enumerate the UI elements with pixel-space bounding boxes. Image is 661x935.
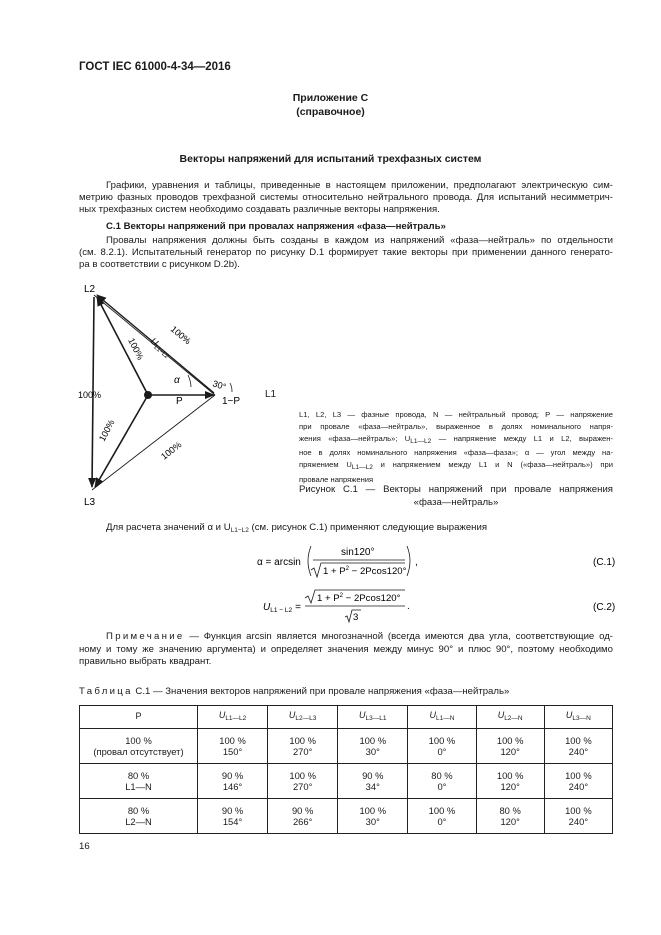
cell-line: 100 % — [359, 804, 387, 816]
cell-line: 100 % — [565, 769, 592, 781]
table-header-row — [80, 706, 613, 729]
document-header: ГОСТ IEC 61000-4-34—2016 — [79, 61, 231, 73]
note — [79, 631, 613, 669]
subsection-paragraph — [79, 235, 613, 272]
table-cell — [80, 799, 198, 834]
cell-line: 90 % — [221, 804, 244, 816]
cell-line: 100 % — [359, 734, 387, 746]
cell-line: 0° — [437, 746, 447, 757]
table-caption — [79, 686, 509, 697]
table-header-cell — [476, 706, 544, 729]
table-cell — [268, 729, 338, 764]
table-cell — [268, 799, 338, 834]
cell-line: 120° — [500, 781, 520, 792]
label-l1: L1 — [265, 389, 277, 400]
cell-line: 100 % — [428, 734, 456, 746]
figure-caption — [299, 484, 613, 509]
cell-line: 80 % — [127, 804, 150, 816]
note-line: правильно выбрать квадрант. — [79, 656, 212, 668]
num-part: 1 + P — [317, 593, 340, 604]
legend-fragment: пряжением U — [299, 460, 352, 470]
cell-line: 240° — [568, 746, 589, 757]
cell-line: 30° — [365, 816, 380, 827]
table-cell — [338, 729, 408, 764]
cell-line: 0° — [437, 781, 447, 792]
legend-line — [299, 433, 613, 448]
table-header-cell — [408, 706, 476, 729]
header-main: U — [565, 709, 573, 720]
cell-line: 34° — [365, 781, 380, 792]
u-symbol: U — [148, 335, 161, 348]
header-sub: L3—L1 — [365, 714, 387, 722]
table-cell — [408, 764, 476, 799]
header-main: U — [288, 709, 296, 720]
table-row — [80, 799, 613, 834]
table-header-cell — [268, 706, 338, 729]
sub-line: (см. 8.2.1). Испытательный генератор по рисунку D.1 формирует такие векторы при применении данного генерато- — [79, 247, 613, 259]
intro-line: Графики, уравнения и таблицы, приведенные в настоящем приложении, предполагают электрическую сим- — [106, 180, 613, 191]
label-l2: L2 — [84, 284, 96, 295]
formula-intro-text: Для расчета значений α и U — [106, 522, 231, 533]
legend-subscript: L1—L2 — [351, 464, 373, 472]
formula1-lhs: α = arcsin — [257, 557, 301, 568]
note-text: — Функция arcsin является многозначной (всегда имеются два угла, соответствующие од- — [184, 631, 613, 642]
header-main: U — [359, 709, 366, 720]
cell-line: 80 % — [127, 769, 150, 781]
cell-line: 270° — [292, 746, 313, 757]
cell-line: 100 % — [289, 734, 316, 746]
table-caption-label: Таблица — [79, 686, 133, 697]
table-cell — [80, 764, 198, 799]
cell-line: 240° — [568, 781, 589, 792]
angle-30-arc — [230, 383, 232, 392]
label-alpha: α — [174, 375, 180, 386]
table-header-cell — [544, 706, 612, 729]
header-main: P — [135, 711, 142, 722]
formula2-lhs — [263, 602, 301, 614]
cell-line: 90 % — [221, 769, 244, 781]
label-pct-p-l3: 100% — [96, 417, 117, 443]
u-subscript: L1 − L2 — [270, 607, 293, 614]
cell-line: 100 % — [565, 734, 592, 746]
num-part: − 2Pcos120° — [343, 593, 401, 604]
header-sub: L1—N — [435, 714, 455, 722]
cell-line: 266° — [292, 816, 313, 827]
table-cell — [198, 799, 268, 834]
annex-type: (справочное) — [296, 106, 365, 118]
caption-line: «фаза—нейтраль» — [413, 496, 499, 508]
table-caption-text: С.1 — Значения векторов напряжений при провале напряжения «фаза—нейтраль» — [132, 686, 510, 697]
caption-line: Рисунок С.1 — Векторы напряжений при провале напряжения — [299, 484, 613, 495]
legend-fragment: — напряжение между L1 и L2, выражен- — [431, 433, 614, 443]
formula2-number: (С.2) — [593, 602, 615, 613]
alpha-arc — [188, 375, 191, 387]
legend-subscript: L1—L2 — [410, 437, 432, 445]
header-sub: L3—N — [572, 714, 591, 722]
legend-line: ное в долях номинального напряжения «фаза—фаза»; α — угол между на- — [299, 448, 613, 458]
legend-line — [299, 459, 613, 474]
header-main: U — [497, 709, 505, 720]
table-row — [80, 764, 613, 799]
paren-left — [308, 546, 311, 576]
figure-legend — [299, 409, 613, 486]
cell-line: 100 % — [289, 769, 316, 781]
header-sub: L2—N — [504, 714, 523, 722]
formula-c2 — [255, 587, 615, 629]
cell-line: (провал отсутствует) — [93, 746, 184, 757]
cell-line: 100 % — [219, 734, 246, 746]
table-cell — [476, 764, 544, 799]
paren-right — [407, 546, 410, 576]
cell-line: 146° — [222, 781, 243, 792]
table-cell — [338, 764, 408, 799]
line-l3-l1 — [92, 395, 215, 490]
label-pct-l2-l1: 100% — [168, 323, 193, 347]
formula-intro-text: (см. рисунок С.1) применяют следующие выражения — [248, 522, 488, 533]
table-cell — [80, 729, 198, 764]
legend-line: провале напряжения — [299, 474, 374, 484]
label-1-p: 1−P — [222, 396, 241, 407]
sub-line: Провалы напряжения должны быть созданы в каждом из напряжений «фаза—нейтраль» по отдельности — [106, 235, 613, 246]
label-pct-left: 100% — [78, 390, 102, 400]
table-header-cell — [198, 706, 268, 729]
table-cell — [544, 729, 612, 764]
cell-line: 100 % — [125, 734, 152, 746]
subsection-heading: С.1 Векторы напряжений при провалах напряжения «фаза—нейтраль» — [106, 221, 446, 232]
cell-line: 240° — [568, 816, 589, 827]
label-pct-l3-l1: 100% — [159, 439, 184, 462]
cell-line: 0° — [437, 816, 447, 827]
label-pct-l2-p: 100% — [126, 336, 146, 362]
table-cell — [476, 729, 544, 764]
formula-c1 — [255, 540, 615, 582]
table-cell — [544, 764, 612, 799]
formula-intro-subscript: L1−L2 — [230, 527, 249, 534]
cell-line: 100 % — [565, 804, 592, 816]
den-exponent: 2 — [345, 566, 350, 572]
table-row — [80, 729, 613, 764]
sub-line: ра в соответствии с рисунком D.2b). — [79, 259, 240, 271]
table-cell — [198, 729, 268, 764]
table-cell — [476, 799, 544, 834]
den-part: 1 + P — [323, 566, 346, 577]
note-line: ному и тому же значению аргумента) и определяет значения между минус 90° и плюс 90°, поэтому необходимо — [79, 643, 613, 655]
label-p: P — [176, 396, 183, 407]
label-30deg: 30° — [211, 378, 228, 393]
legend-fragment: и напряжением между L1 и N («фаза—нейтраль») при — [372, 460, 613, 470]
point-p — [144, 391, 152, 399]
cell-line: 90 % — [362, 769, 384, 781]
table-header-cell — [80, 706, 198, 729]
den-part: − 2Pcos120° — [349, 566, 407, 577]
intro-line: метрию фазных проводов трехфазной системы относительно нейтрального провода. Для испытаний несимметрич- — [79, 192, 613, 204]
cell-line: 100 % — [428, 804, 456, 816]
table-header-cell — [338, 706, 408, 729]
intro-line: ных трехфазных систем необходимо создавать различные векторы напряжения. — [79, 204, 440, 216]
note-line — [79, 631, 613, 644]
formula1-den — [323, 566, 407, 577]
table-cell — [408, 729, 476, 764]
cell-line: 100 % — [496, 734, 524, 746]
cell-line: 80 % — [499, 804, 521, 816]
equals: = — [295, 602, 301, 613]
formula1-num: sin120° — [341, 547, 375, 558]
header-sub: L1—L2 — [225, 714, 247, 722]
intro-paragraph — [79, 180, 613, 217]
header-sub: L2—L3 — [295, 714, 317, 722]
u-subscript: L1−L2 — [152, 344, 170, 361]
formula2-den: 3 — [353, 612, 359, 623]
cell-line: 120° — [500, 746, 520, 757]
table-cell — [338, 799, 408, 834]
voltage-vector-table — [79, 705, 613, 834]
cell-line: L2—N — [125, 816, 152, 827]
formula1-number: (С.1) — [593, 557, 615, 568]
page-number: 16 — [79, 841, 90, 852]
cell-line: 30° — [365, 746, 380, 757]
legend-line: L1, L2, L3 — фазные провода, N — нейтральный провод; P — напряжение — [299, 410, 613, 419]
table-cell — [268, 764, 338, 799]
header-main: U — [429, 709, 436, 720]
label-l3: L3 — [84, 497, 96, 508]
cell-line: 150° — [222, 746, 243, 757]
cell-line: L1—N — [125, 781, 152, 792]
formula1-comma: , — [415, 557, 418, 568]
label-u-l1-l2 — [147, 336, 173, 361]
table-cell — [198, 764, 268, 799]
num-exponent: 2 — [339, 593, 344, 599]
cell-line: 90 % — [291, 804, 314, 816]
header-main: U — [218, 709, 226, 720]
cell-line: 270° — [292, 781, 313, 792]
formula2-dot: . — [407, 601, 410, 612]
formula2-num — [317, 593, 401, 604]
cell-line: 100 % — [496, 769, 524, 781]
u-symbol: U — [263, 602, 271, 613]
cell-line: 80 % — [431, 769, 453, 781]
table-cell — [408, 799, 476, 834]
legend-fragment: жения «фаза—нейтраль»; U — [299, 433, 411, 443]
annex-title: Приложение С — [292, 92, 369, 104]
cell-line: 120° — [500, 816, 520, 827]
note-label: Примечание — [106, 631, 185, 642]
cell-line: 154° — [222, 816, 243, 827]
formula-intro — [106, 522, 487, 534]
table-cell — [544, 799, 612, 834]
legend-line: при провале «фаза—нейтраль», выраженное в долях номинального напря- — [299, 421, 613, 431]
section-title: Векторы напряжений для испытаний трехфазных систем — [179, 153, 482, 165]
